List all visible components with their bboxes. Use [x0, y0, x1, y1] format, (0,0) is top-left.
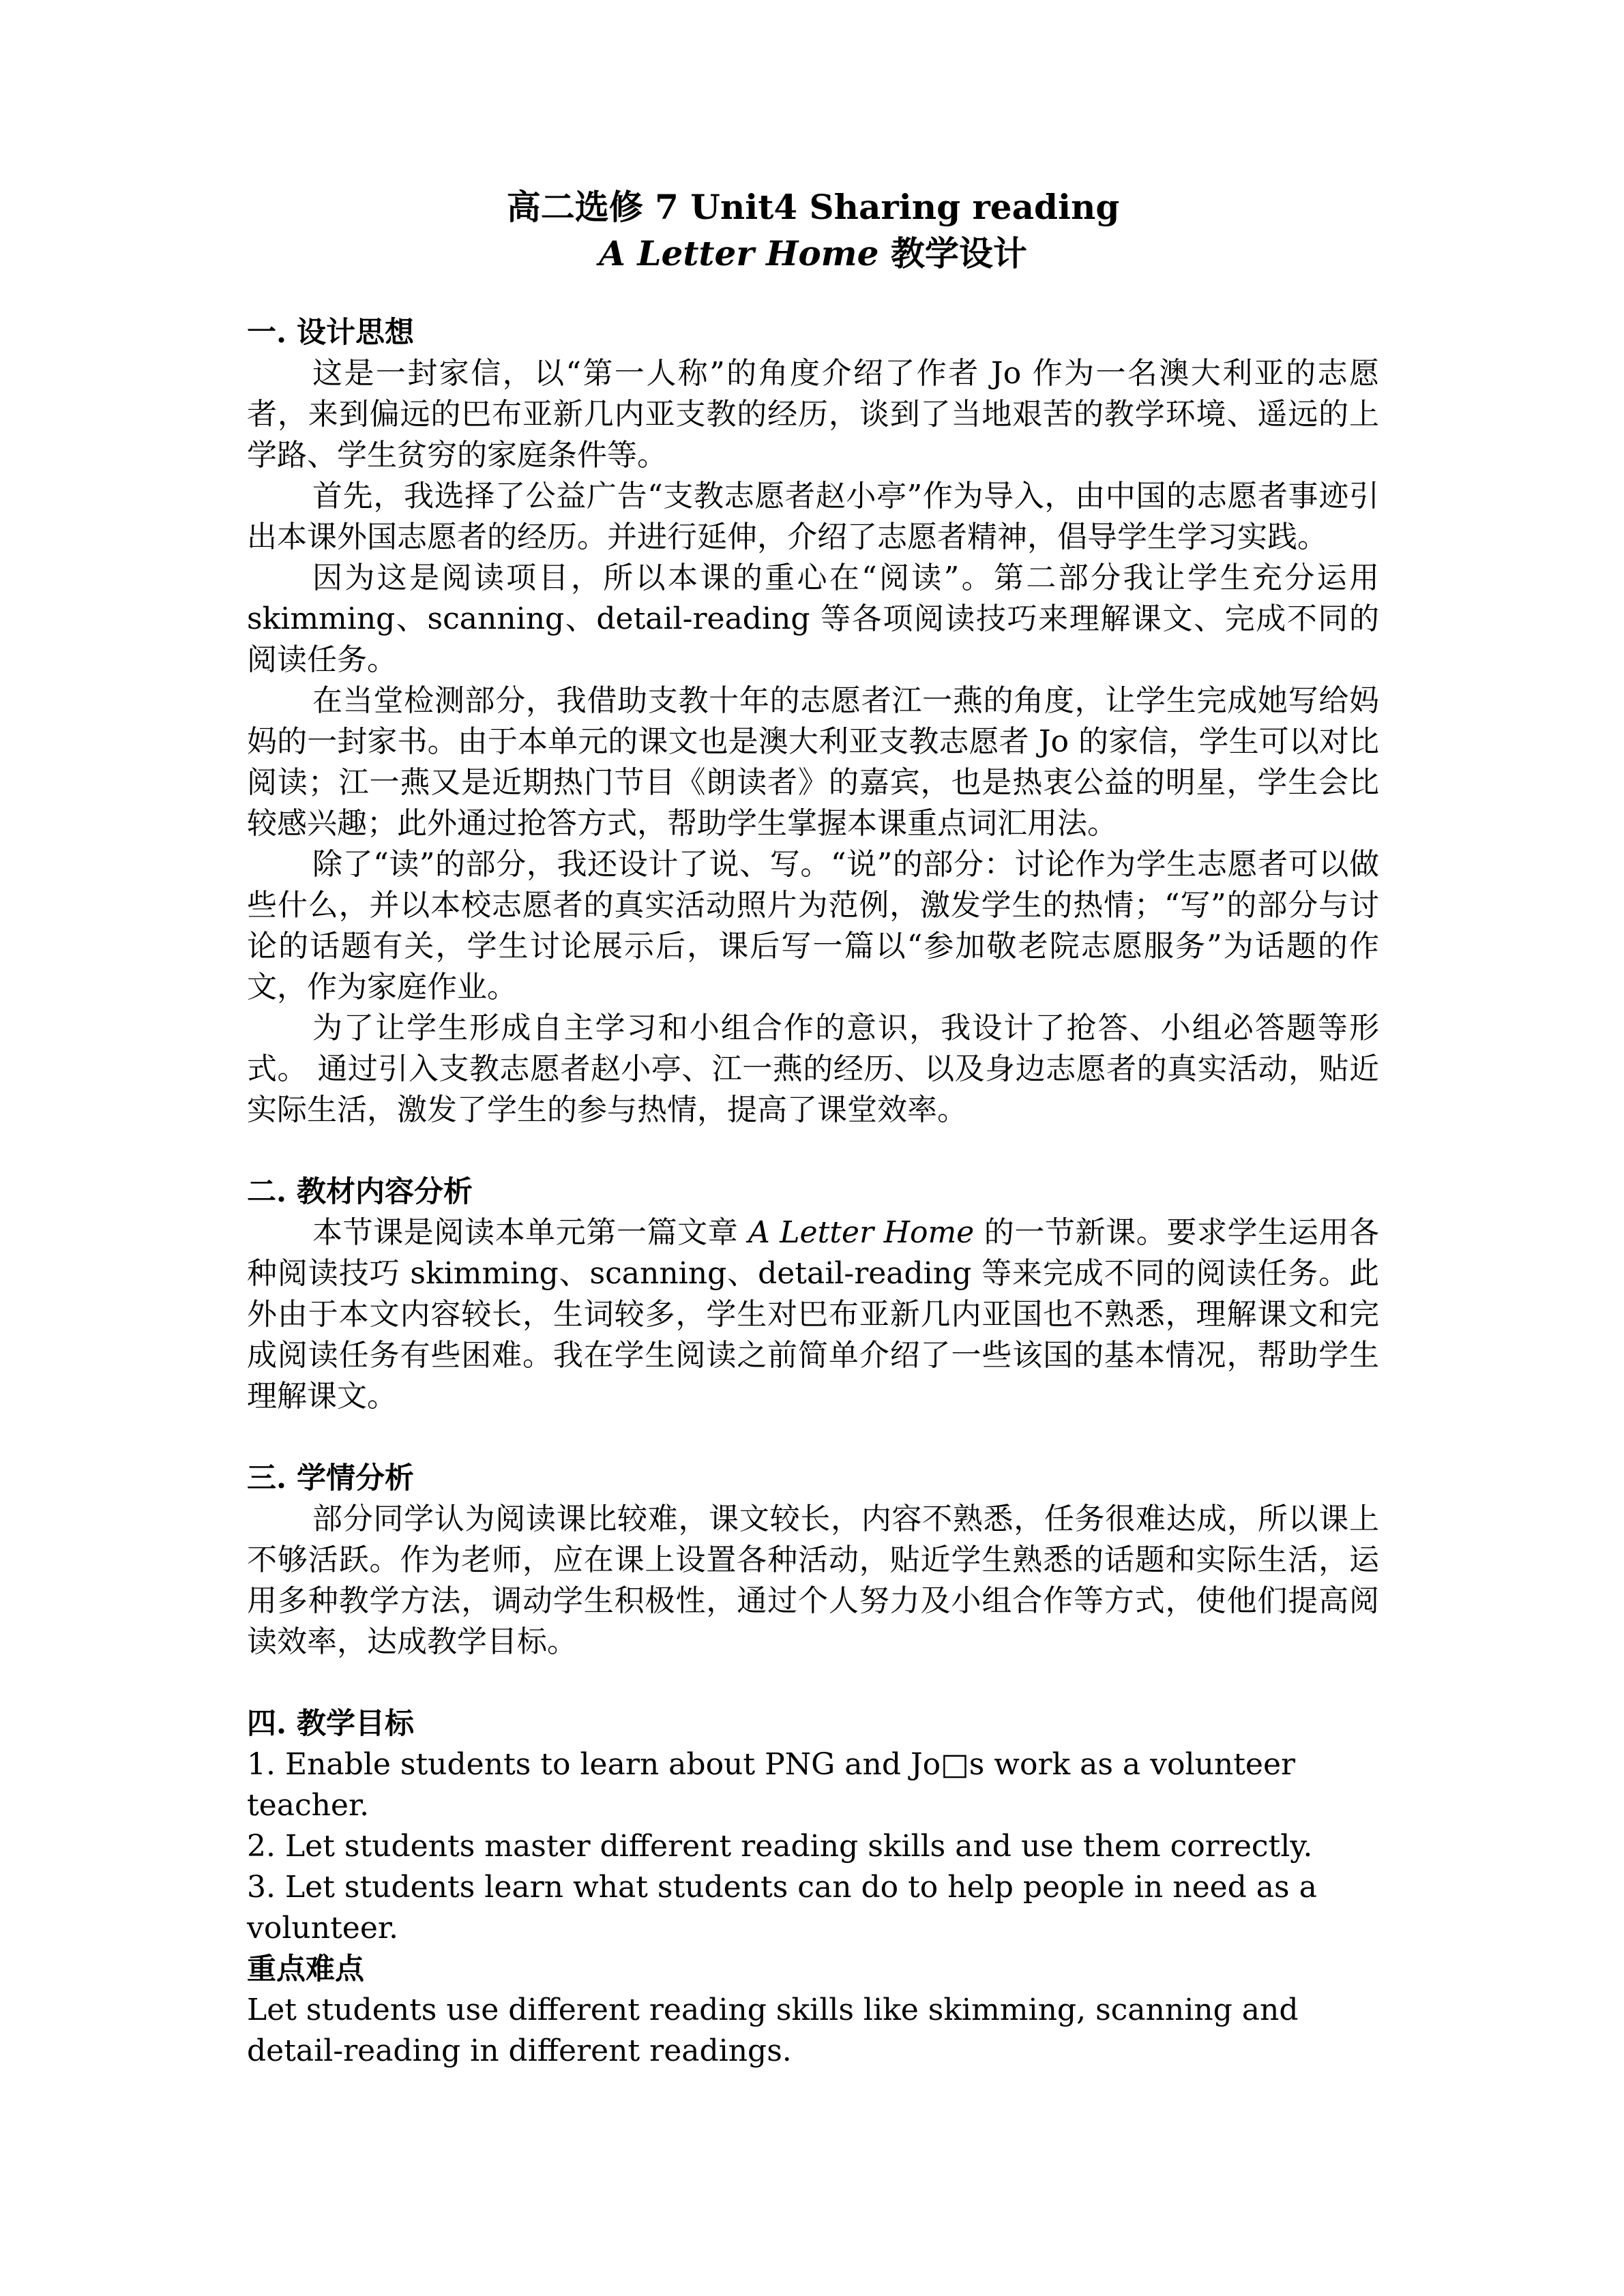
paragraph: 在当堂检测部分，我借助支教十年的志愿者江一燕的角度，让学生完成她写给妈妈的一封家书。由于本单元的课文也是澳大利亚支教志愿者 Jo 的家信，学生可以对比阅读；江一燕又是近期热门节目《朗读者》的嘉宾，也是热衷公益的明星，学生会比较感兴趣；此外通过抢答方式，帮助学生掌握本课重点词汇用法。: [247, 683, 1379, 841]
title-line-1: 高二选修 7 Unit4 Sharing reading: [506, 187, 1120, 227]
paragraph-text: 的一节新课。要求学生运用各种阅读技巧 skimming、scanning、detail-reading 等来完成不同的阅读任务。此外由于本文内容较长，生词较多，学生对巴布亚新几内亚国也不熟悉，理解课文和完成阅读任务有些困难。我在学生阅读之前简单介绍了一些该国的基本情况，帮助学生理解课文。: [247, 1215, 1379, 1414]
section-heading: 三. 学情分析: [247, 1461, 414, 1495]
title-line-2: [247, 230, 1379, 277]
objective-item: 1. Enable students to learn about PNG and Jo□s work as a volunteer teacher.: [247, 1747, 1296, 1823]
section-heading: 二. 教材内容分析: [247, 1175, 473, 1209]
paragraph: 首先，我选择了公益广告“支教志愿者赵小亭”作为导入，由中国的志愿者事迹引出本课外国志愿者的经历。并进行延伸，介绍了志愿者精神，倡导学生学习实践。: [247, 479, 1379, 554]
section-teaching-objectives: [247, 1703, 1379, 2072]
document-title: [247, 184, 1379, 277]
paragraph: [247, 1212, 1379, 1417]
section-content-analysis: [247, 1172, 1379, 1417]
paragraph: 部分同学认为阅读课比较难，课文较长，内容不熟悉，任务很难达成，所以课上不够活跃。作为老师，应在课上设置各种活动，贴近学生熟悉的话题和实际生活，运用多种教学方法，调动学生积极性，通过个人努力及小组合作等方式，使他们提高阅读效率，达成教学目标。: [247, 1502, 1379, 1659]
paragraph: 为了让学生形成自主学习和小组合作的意识，我设计了抢答、小组必答题等形式。 通过引入支教志愿者赵小亭、江一燕的经历、以及身边志愿者的真实活动，贴近实际生活，激发了学生的参与热情，提高了课堂效率。: [247, 1011, 1379, 1127]
key-points-heading: 重点难点: [247, 1952, 364, 1986]
objective-item: 2. Let students master different reading skills and use them correctly.: [247, 1829, 1313, 1864]
title-italic-part: A Letter Home: [599, 233, 879, 273]
paragraph-text: 本节课是阅读本单元第一篇文章: [312, 1215, 748, 1250]
paragraph: 这是一封家信，以“第一人称”的角度介绍了作者 Jo 作为一名澳大利亚的志愿者，来到偏远的巴布亚新几内亚支教的经历，谈到了当地艰苦的教学环境、遥远的上学路、学生贫穷的家庭条件等。: [247, 356, 1379, 473]
key-points-text: Let students use different reading skills like skimming, scanning and detail-reading in different readings.: [247, 1993, 1299, 2068]
section-heading: 一. 设计思想: [247, 316, 414, 350]
title-rest-part: 教学设计: [879, 233, 1027, 273]
section-heading: 四. 教学目标: [247, 1707, 414, 1741]
paragraph-italic-title: A Letter Home: [748, 1215, 975, 1250]
section-design-idea: [247, 312, 1379, 1131]
section-student-analysis: [247, 1458, 1379, 1663]
paragraph: 因为这是阅读项目，所以本课的重心在“阅读”。第二部分我让学生充分运用 skimming、scanning、detail-reading 等各项阅读技巧来理解课文、完成不同的阅读任务。: [247, 561, 1379, 677]
document-page: [247, 184, 1379, 2113]
objective-item: 3. Let students learn what students can do to help people in need as a volunteer.: [247, 1870, 1317, 1945]
paragraph: 除了“读”的部分，我还设计了说、写。“说”的部分：讨论作为学生志愿者可以做些什么，并以本校志愿者的真实活动照片为范例，激发学生的热情；“写”的部分与讨论的话题有关，学生讨论展示后，课后写一篇以“参加敬老院志愿服务”为话题的作文，作为家庭作业。: [247, 847, 1379, 1004]
